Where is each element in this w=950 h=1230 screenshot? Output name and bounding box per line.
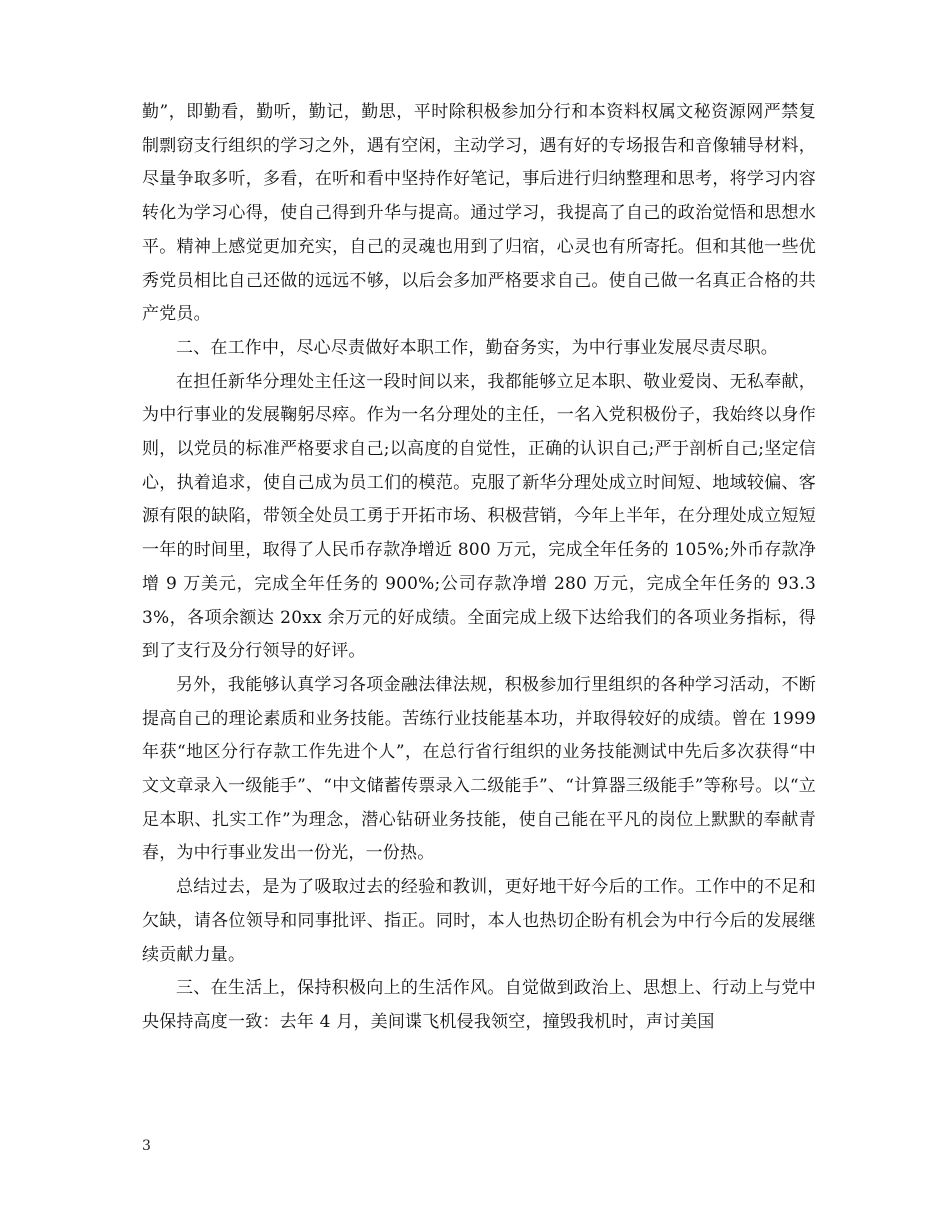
paragraph-section-three: 三、在生活上，保持积极向上的生活作风。自觉做到政治上、思想上、行动上与党中央保持高度一致：去年 4 月，美间谍飞机侵我领空，撞毁我机时，声讨美国 bbox=[142, 978, 816, 1032]
body-text bbox=[142, 96, 816, 1040]
paragraph-work-achievements: 在担任新华分理处主任这一段时间以来，我都能够立足本职、敬业爱岗、无私奉献，为中行事业的发展鞠躬尽瘁。作为一名分理处的主任，一名入党积极份子，我始终以身作则，以党员的标准严格要求自己;以高度的自觉性，正确的认识自己;严于剖析自己;坚定信心，执着追求，使自己成为员工们的模范。克服了新华分理处成立时间短、地域较偏、客源有限的缺陷，带领全处员工勇于开拓市场、积极营销，今年上半年，在分理处成立短短一年的时间里，取得了人民币存款净增近 800 万元，完成全年任务的 105%;外币存款净增 9 万美元，完成全年任务的 900%;公司存款净增 280 万元，完成全年任务的 93.33%，各项余额达 20xx 余万元的好成绩。全面完成上级下达给我们的各项业务指标，得到了支行及分行领导的好评。 bbox=[142, 371, 816, 662]
paragraph-summary: 总结过去，是为了吸取过去的经验和教训，更好地干好今后的工作。工作中的不足和欠缺，请各位领导和同事批评、指正。同时，本人也热切企盼有机会为中行今后的发展继续贡献力量。 bbox=[142, 877, 816, 965]
paragraph-learning-skills: 另外，我能够认真学习各项金融法律法规，积极参加行里组织的各种学习活动，不断提高自己的理论素质和业务技能。苦练行业技能基本功，并取得较好的成绩。曾在 1999 年获“地区分行存款工作先进个人”，在总行省行组织的业务技能测试中先后多次获得“中文文章录入一级能手”、“中文储蓄传票录入二级能手”、“计算器三级能手”等称号。以“立足本职、扎实工作”为理念，潜心钻研业务技能，使自己能在平凡的岗位上默默的奉献青春，为中行事业发出一份光，一份热。 bbox=[142, 674, 816, 864]
paragraph-section-two-heading: 二、在工作中，尽心尽责做好本职工作，勤奋务实，为中行事业发展尽责尽职。 bbox=[176, 337, 778, 358]
paragraph-continuation: 勤”，即勤看，勤听，勤记，勤思，平时除积极参加分行和本资料权属文秘资源网严禁复制剽窃支行组织的学习之外，遇有空闲，主动学习，遇有好的专场报告和音像辅导材料，尽量争取多听，多看，在听和看中坚持作好笔记，事后进行归纳整理和思考，将学习内容转化为学习心得，使自己得到升华与提高。通过学习，我提高了自己的政治觉悟和思想水平。精神上感觉更加充实，自己的灵魂也用到了归宿，心灵也有所寄托。但和其他一些优秀党员相比自己还做的远远不够，以后会多加严格要求自己。使自己做一名真正合格的共产党员。 bbox=[142, 102, 816, 325]
page-number: 3 bbox=[142, 1138, 151, 1154]
